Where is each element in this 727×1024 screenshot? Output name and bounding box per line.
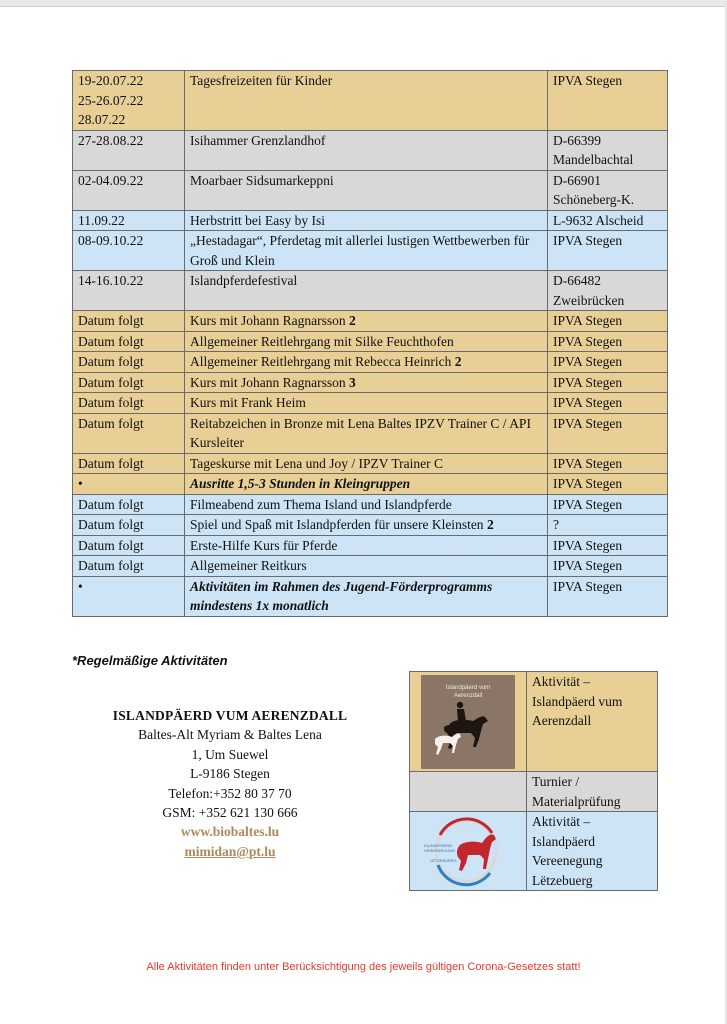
event-date: 19-20.07.22	[78, 73, 144, 88]
event-date-cell	[73, 311, 185, 332]
event-date: 02-04.09.22	[78, 172, 144, 188]
footnote-regular-activities: *Regelmäßige Aktivitäten	[72, 653, 228, 668]
event-date: Datum folgt	[78, 374, 144, 390]
legend-logo-cell-2	[410, 812, 527, 891]
event-place-cell	[548, 71, 668, 131]
legend-text-turnier: Turnier / Materialprüfung	[527, 772, 658, 812]
event-place: IPVA Stegen	[553, 558, 623, 573]
event-place-cell	[548, 453, 668, 474]
event-title-text: 2	[486, 517, 494, 532]
event-title-text: Allgemeiner Reitkurs	[190, 558, 307, 573]
event-place: IPVA Stegen	[553, 354, 623, 369]
event-title-cell	[185, 393, 548, 414]
contact-block	[70, 706, 390, 861]
event-title-text: Islandpferdefestival	[190, 273, 298, 288]
event-row	[73, 535, 668, 556]
event-title-cell	[185, 170, 548, 210]
event-place: IPVA Stegen	[553, 578, 623, 594]
event-row	[73, 393, 668, 414]
event-date-cell	[73, 130, 185, 170]
event-place-cell	[548, 556, 668, 577]
event-row	[73, 210, 668, 231]
event-date-cell	[73, 231, 185, 271]
website-link[interactable]: www.biobaltes.lu	[180, 824, 280, 840]
event-title-text: Tageskurse mit Lena und Joy / IPZV Trainer C	[190, 455, 444, 471]
event-date: Datum folgt	[78, 313, 144, 328]
event-row	[73, 130, 668, 170]
event-row	[73, 311, 668, 332]
event-place: ?	[553, 517, 559, 532]
event-title-cell	[185, 130, 548, 170]
event-date: 14-16.10.22	[78, 273, 144, 288]
event-place: IPVA Stegen	[553, 313, 623, 328]
event-title-cell	[185, 474, 548, 495]
event-title-text: Reitabzeichen in Bronze mit Lena Baltes IPZV Trainer C / API Kursleiter	[190, 415, 531, 450]
event-title-text: Filmeabend zum Thema Island und Islandpferde	[190, 496, 452, 512]
event-date-cell	[73, 271, 185, 311]
event-row	[73, 453, 668, 474]
email-link[interactable]: mimidan@pt.lu	[184, 843, 276, 859]
event-date: 11.09.22	[78, 212, 125, 228]
event-place-cell	[548, 535, 668, 556]
event-date-cell	[73, 393, 185, 414]
event-date-cell	[73, 210, 185, 231]
event-row	[73, 372, 668, 393]
event-place-cell	[548, 576, 668, 616]
events-table-body	[73, 71, 668, 617]
event-title-cell	[185, 210, 548, 231]
event-row	[73, 170, 668, 210]
event-row	[73, 352, 668, 373]
contact-gsm: GSM: +352 621 130 666	[162, 805, 298, 821]
legend-swatch-gray	[410, 772, 527, 812]
event-place-cell	[548, 474, 668, 495]
legend-row-vereenegung	[410, 812, 658, 891]
event-date-cell	[73, 576, 185, 616]
event-place-cell	[548, 231, 668, 271]
event-title-text: Tagesfreizeiten für Kinder	[190, 73, 333, 88]
event-place-cell	[548, 311, 668, 332]
event-date-cell	[73, 453, 185, 474]
event-place-cell	[548, 494, 668, 515]
aerenzdall-logo	[421, 675, 515, 769]
event-title-text: Herbstritt bei Easy by Isi	[190, 212, 325, 228]
event-date: 28.07.22	[78, 112, 126, 127]
legend-row-turnier	[410, 772, 658, 812]
event-title-cell	[185, 352, 548, 373]
event-title-cell	[185, 331, 548, 352]
event-place: IPVA Stegen	[553, 537, 623, 553]
event-row	[73, 515, 668, 536]
event-title-text: Kurs mit Johann Ragnarsson	[190, 374, 349, 390]
event-title-cell	[185, 71, 548, 131]
logo2-text-line-1: ISLANDPÄERD	[424, 843, 453, 848]
event-place: IPVA Stegen	[553, 73, 623, 88]
event-date-cell	[73, 71, 185, 131]
event-date: 25-26.07.22	[78, 92, 144, 108]
events-table	[72, 70, 668, 617]
event-place-cell	[548, 170, 668, 210]
event-title-cell	[185, 576, 548, 616]
event-date: Datum folgt	[78, 537, 144, 553]
ipvl-logo	[420, 815, 516, 887]
event-title-text: „Hestadagar“, Pferdetag mit allerlei lustigen Wettbewerben für Groß und Klein	[190, 233, 530, 268]
contact-city: L-9186 Stegen	[190, 766, 270, 782]
contact-phone: Telefon:+352 80 37 70	[168, 785, 292, 801]
event-place-cell	[548, 413, 668, 453]
event-row	[73, 71, 668, 131]
event-place-cell	[548, 393, 668, 414]
red-horse-icon	[420, 815, 516, 887]
event-title-cell	[185, 311, 548, 332]
event-date-cell	[73, 372, 185, 393]
event-date-cell	[73, 352, 185, 373]
event-date: Datum folgt	[78, 354, 144, 369]
event-date: Datum folgt	[78, 415, 144, 431]
event-date: Datum folgt	[78, 496, 144, 512]
event-row	[73, 556, 668, 577]
event-place-cell	[548, 130, 668, 170]
event-title-text: Moarbaer Sidsumarkeppni	[190, 172, 334, 188]
event-place: IPVA Stegen	[553, 233, 623, 248]
logo2-text-line-3: LËTZEBUERG	[430, 858, 457, 863]
corona-notice: Alle Aktivitäten finden unter Berücksichtigung des jeweils gültigen Corona-Gesetzes statt!	[146, 961, 581, 973]
event-date: 08-09.10.22	[78, 233, 144, 248]
event-date-cell	[73, 515, 185, 536]
event-date-cell	[73, 494, 185, 515]
event-title-text: 3	[349, 374, 356, 390]
event-title-cell	[185, 271, 548, 311]
logo-text-line-1: Islandpäerd vum	[445, 685, 491, 691]
event-place-cell	[548, 515, 668, 536]
event-title-cell	[185, 453, 548, 474]
event-title-text: Kurs mit Johann Ragnarsson	[190, 313, 349, 328]
event-title-text: Ausritte 1,5-3 Stunden in Kleingruppen	[190, 476, 411, 491]
event-row	[73, 576, 668, 616]
logo2-text-line-2: VEREENEGUNG	[424, 848, 456, 853]
event-place: IPVA Stegen	[553, 496, 623, 512]
event-title-cell	[185, 231, 548, 271]
event-place-cell	[548, 331, 668, 352]
event-date: Datum folgt	[78, 558, 144, 573]
event-row	[73, 231, 668, 271]
event-title-cell	[185, 413, 548, 453]
horse-rider-icon	[421, 675, 515, 769]
event-place: IPVA Stegen	[553, 476, 623, 491]
event-date: Datum folgt	[78, 333, 144, 349]
event-place-cell	[548, 210, 668, 231]
event-date: 27-28.08.22	[78, 132, 144, 148]
event-title-text: 2	[454, 354, 462, 369]
event-title-text: Isihammer Grenzlandhof	[190, 132, 326, 148]
organization-name: ISLANDPÄERD VUM AERENZDALL	[112, 708, 348, 723]
event-title-cell	[185, 372, 548, 393]
event-title-text: Erste-Hilfe Kurs für Pferde	[190, 537, 338, 553]
event-place: IPVA Stegen	[553, 415, 623, 431]
event-title-text: 2	[349, 313, 356, 328]
event-date: Datum folgt	[78, 395, 144, 410]
event-place: IPVA Stegen	[553, 333, 623, 349]
legend-table	[409, 671, 658, 891]
event-place: D-66399	[553, 132, 601, 148]
event-place-cell	[548, 352, 668, 373]
event-place: L-9632 Alscheid	[553, 212, 644, 228]
legend-text-vereenegung: Aktivität – Islandpäerd Vereenegung Lëtzebuerg	[527, 812, 658, 891]
event-date-cell	[73, 170, 185, 210]
event-place: Schöneberg-K.	[553, 192, 635, 207]
event-place-cell	[548, 372, 668, 393]
event-place: D-66901	[553, 172, 601, 188]
event-title-text: Spiel und Spaß mit Islandpferden für unsere Kleinsten	[190, 517, 487, 532]
event-date-cell	[73, 556, 185, 577]
event-place-cell	[548, 271, 668, 311]
event-row	[73, 494, 668, 515]
event-row	[73, 474, 668, 495]
event-place: IPVA Stegen	[553, 374, 623, 390]
contact-street: 1, Um Suewel	[191, 746, 269, 762]
legend-text-aerenzdall: Aktivität – Islandpäerd vum Aerenzdall	[527, 672, 658, 772]
event-title-text: Allgemeiner Reitlehrgang mit Silke Feuchthofen	[190, 333, 454, 349]
event-title-cell	[185, 494, 548, 515]
event-date-cell	[73, 413, 185, 453]
event-title-cell	[185, 535, 548, 556]
event-place: IPVA Stegen	[553, 455, 623, 471]
event-place: Zweibrücken	[553, 292, 625, 308]
event-date-cell	[73, 535, 185, 556]
event-date: Datum folgt	[78, 455, 144, 471]
event-place: D-66482	[553, 273, 601, 288]
event-date: Datum folgt	[78, 517, 144, 532]
event-date-cell	[73, 331, 185, 352]
event-row	[73, 271, 668, 311]
event-title-text: Aktivitäten im Rahmen des Jugend-Förderprogramms mindestens 1x monatlich	[190, 578, 493, 613]
event-date: •	[78, 476, 83, 491]
event-date: •	[78, 578, 83, 594]
event-place: Mandelbachtal	[553, 152, 634, 167]
contact-names: Baltes-Alt Myriam & Baltes Lena	[138, 727, 322, 743]
event-place: IPVA Stegen	[553, 395, 623, 410]
event-date-cell	[73, 474, 185, 495]
event-title-cell	[185, 515, 548, 536]
event-title-text: Kurs mit Frank Heim	[190, 395, 306, 410]
window-top-edge	[0, 0, 727, 7]
legend-row-aerenzdall	[410, 672, 658, 772]
event-row	[73, 413, 668, 453]
event-title-text: Allgemeiner Reitlehrgang mit Rebecca Heinrich	[190, 354, 455, 369]
event-row	[73, 331, 668, 352]
logo-text-line-2: Aerenzdall	[453, 693, 483, 699]
event-title-cell	[185, 556, 548, 577]
legend-logo-cell	[410, 672, 527, 772]
